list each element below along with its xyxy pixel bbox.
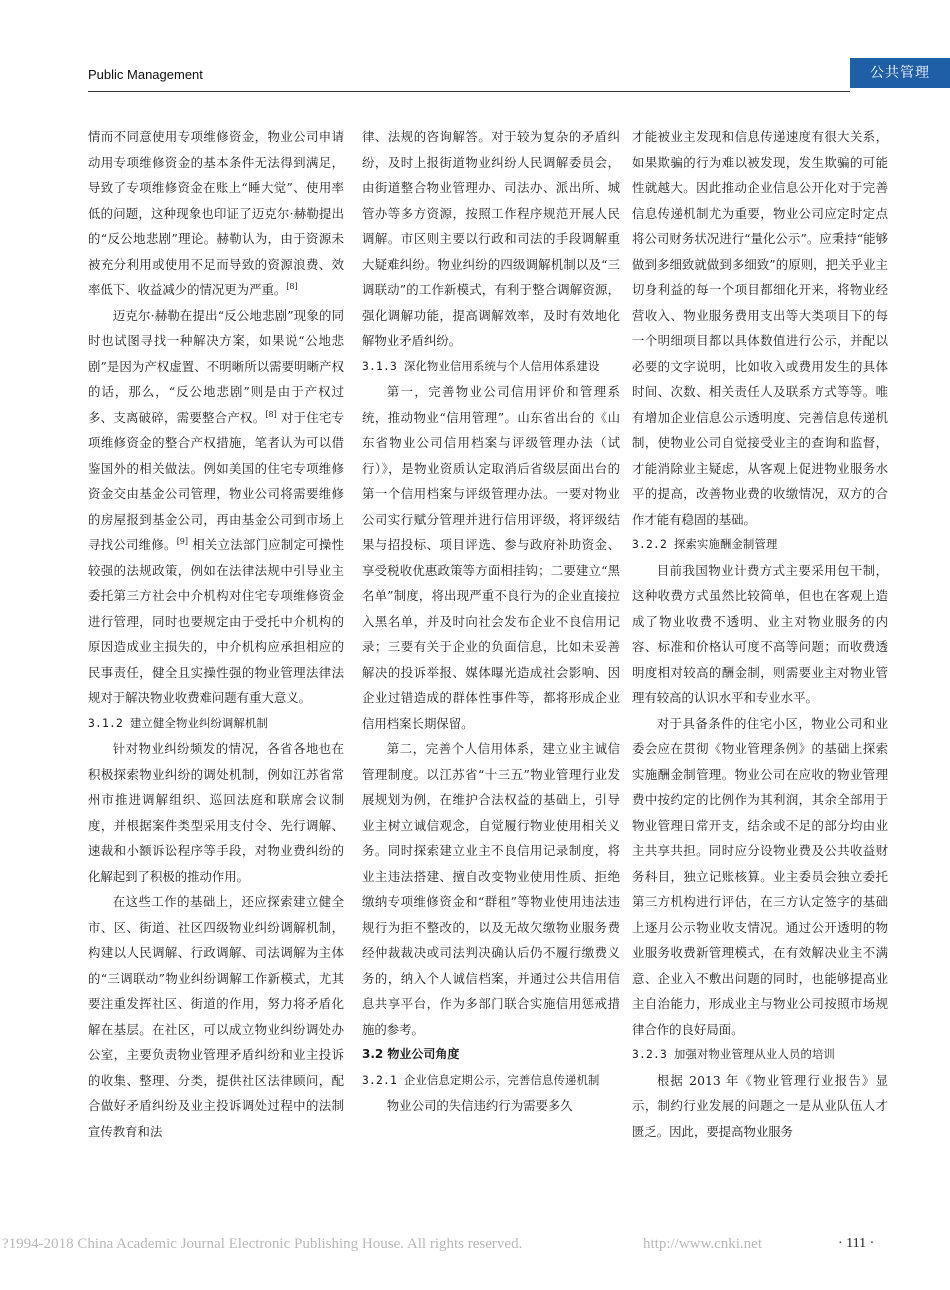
paragraph xyxy=(362,736,620,1042)
paragraph-text: 对于具备条件的住宅小区，物业公司和业委会应在贯彻《物业管理条例》的基础上探索实施酬金制管理。物业公司在应收的物业管理费中按约定的比例作为其利润，其余全部用于物业管理日常开支，结余或不足的部分均由业主共享共担。同时应分设物业费及公共收益财务科目，独立记账核算。业主委员会独立委托第三方机构进行评估，在三方认定签字的基础上逐月公示物业收支情况。通过公开透明的物业服务收费新管理模式，在有效解决业主不满意、企业入不敷出问题的同时，也能够提高业主自治能力，形成业主与物业公司按照市场规律合作的良好局面。 xyxy=(632,715,888,1037)
paragraph-text: 目前我国物业计费方式主要采用包干制，这种收费方式虽然比较简单，但也在客观上造成了物业收费不透明、业主对物业服务的内容、标准和价格认可度不高等问题；而收费透明度相对较高的酬金制，则需要业主对物业管理有较高的认识水平和专业水平。 xyxy=(632,562,888,705)
subsection-heading: 3.2.3 加强对物业管理从业人员的培训 xyxy=(632,1048,835,1061)
paragraph xyxy=(632,124,888,532)
paragraph-text: 相关立法部门应制定可操性较强的法规政策，例如在法律法规中引导业主委托第三方社会中介机构对住宅专项维修资金进行管理，同时也要规定由于受托中介机构的原因造成业主损失的，中介机构应承担相应的民事责任，健全且实操性强的物业管理法律法规对于解决物业收费难问题有重大意义。 xyxy=(88,537,344,705)
paragraph-text: 在这些工作的基础上，还应探索建立健全市、区、街道、社区四级物业纠纷调解机制，构建以人民调解、行政调解、司法调解为主体的“三调联动”物业纠纷调解工作新模式，尤其要注重发挥社区、街道的作用，努力将矛盾化解在基层。在社区，可以成立物业纠纷调处办公室，主要负责物业管理矛盾纠纷和业主投诉的收集、整理、分类，提供社区法律顾问，配合做好矛盾纠纷及业主投诉调处过程中的法制宣传教育和法 xyxy=(88,894,344,1139)
paragraph-text: 物业公司的失信违约行为需要多久 xyxy=(386,1098,573,1113)
paragraph xyxy=(632,711,888,1043)
running-header xyxy=(0,58,950,92)
page-number: · 111 · xyxy=(838,1236,875,1251)
paragraph-text: 根据 2013 年《物业管理行业报告》显示，制约行业发展的问题之一是从业队伍人才匮乏。因此，要提高物业服务 xyxy=(632,1072,888,1139)
subsection-heading: 3.1.3 深化物业信用系统与个人信用体系建设 xyxy=(362,359,600,373)
citation-ref: [8] xyxy=(286,281,298,291)
journal-name-en: Public Management xyxy=(88,67,203,82)
paragraph-text: 律、法规的咨询解答。对于较为复杂的矛盾纠纷，及时上报街道物业纠纷人民调解委员会，由街道整合物业管理办、司法办、派出所、城管办等多方资源，按照工作程序规范开展人民调解。市区则主要以行政和司法的手段调解重大疑难纠纷。物业纠纷的四级调解机制以及“三调联动”的工作新模式，有利于整合调解资源，强化调解功能，提高调解效率，及时有效地化解物业矛盾纠纷。 xyxy=(362,129,620,348)
paragraph-text: 第二，完善个人信用体系，建立业主诚信管理制度。以江苏省“十三五”物业管理行业发展规划为例，在维护合法权益的基础上，引导业主树立诚信观念，自觉履行物业使用相关义务。同时探索建立业主不良信用记录制度，将业主违法搭建、擅自改变物业使用性质、拒绝缴纳专项维修资金和“群租”等物业使用违法违规行为拒不整改的，以及无故欠缴物业服务费经仲裁裁决或司法判决确认后仍不履行缴费义务的，纳入个人诚信档案，并通过公共信用信息共享平台，作为多部门联合实施信用惩戒措施的参考。 xyxy=(362,741,620,1037)
paragraph-text: 才能被业主发现和信息传递速度有很大关系，如果欺骗的行为难以被发现，发生欺骗的可能性就越大。因此推动企业信息公开化对于完善信息传递机制尤为重要，物业公司应定时定点将公司财务状况进行“量化公示”。应秉持“能够做到多细致就做到多细致”的原则，把关乎业主切身利益的每一个项目都细化开来，将物业经营收入、物业服务费用支出等大类项目下的每一个明细项目都以具体数值进行公示，并配以必要的文字说明，比如收入或费用发生的具体时间、次数、相关责任人及联系方式等等。唯有增加企业信息公示透明度、完善信息传递机制，使物业公司自觉接受业主的查询和监督，才能消除业主疑虑，从客观上促进物业服务水平的提高，改善物业费的收缴情况，双方的合作才能有稳固的基础。 xyxy=(632,129,888,527)
footer xyxy=(0,1236,950,1266)
text-column-3 xyxy=(632,124,888,1144)
paragraph xyxy=(362,124,620,354)
subsection-heading: 3.2.1 企业信息定期公示，完善信息传递机制 xyxy=(362,1073,600,1087)
text-column-1 xyxy=(88,124,344,1144)
paragraph xyxy=(88,889,344,1144)
text-column-2 xyxy=(362,124,620,1119)
paragraph-text: 针对物业纠纷频发的情况，各省各地也在积极探索物业纠纷的调处机制，例如江苏省常州市推进调解组织、巡回法庭和联席会议制度，并根据案件类型采用支付令、先行调解、速裁和小额诉讼程序等手段，对物业费纠纷的化解起到了积极的推动作用。 xyxy=(88,741,344,884)
paragraph xyxy=(632,1068,888,1145)
citation-ref: [9] xyxy=(176,536,189,546)
subsection-heading: 3.1.2 建立健全物业纠纷调解机制 xyxy=(88,716,268,730)
citation-ref: [8] xyxy=(265,409,277,419)
paragraph-text: 对于住宅专项维修资金的整合产权措施，笔者认为可以借鉴国外的相关做法。例如美国的住宅专项维修资金交由基金公司管理，物业公司将需要维修的房屋报到基金公司，再由基金公司到市场上寻找公司维修。 xyxy=(88,409,345,552)
paragraph-text: 情而不同意使用专项维修资金，物业公司申请动用专项维修资金的基本条件无法得到满足，导致了专项维修资金在账上“睡大觉”、使用率低的问题，这种现象也印证了迈克尔·赫勒提出的“反公地悲剧”理论。赫勒认为，由于资源未被充分利用或使用不足而导致的资源浪费、效率低下、收益减少的情况更为严重。 xyxy=(88,129,344,297)
section-heading: 3.2 物业公司角度 xyxy=(362,1047,460,1061)
header-rule xyxy=(88,91,850,92)
paragraph xyxy=(632,558,888,711)
paragraph xyxy=(362,1093,620,1119)
paragraph xyxy=(362,379,620,736)
paragraph xyxy=(88,303,344,711)
paragraph xyxy=(88,736,344,889)
paragraph-text: 第一，完善物业公司信用评价和管理系统，推动物业“信用管理”。山东省出台的《山东省物业公司信用档案与评级管理办法（试行）》，是物业资质认定取消后省级层面出台的第一个信用档案与评级管理办法。一要对物业公司实行赋分管理并进行信用评级，将评级结果与招投标、项目评选、参与政府补助资金、享受税收优惠政策等方面相挂钩；二要建立“黑名单”制度，将出现严重不良行为的企业直接拉入黑名单，并及时向社会发布企业不良信用记录；三要有关于企业的负面信息，比如未妥善解决的投诉举报、媒体曝光造成社会影响、因企业过错造成的群体性事件等，都将形成企业信用档案长期保留。 xyxy=(362,384,620,731)
paragraph-text: 迈克尔·赫勒在提出“反公地悲剧”现象的同时也试图寻找一种解决方案，如果说“公地悲剧”是因为产权虚置、不明晰所以需要明晰产权的话，那么，“反公地悲剧”则是由于产权过多、支离破碎，需要整合产权。 xyxy=(88,307,344,425)
section-tag: 公共管理 xyxy=(850,58,950,88)
copyright-notice: ?1994-2018 China Academic Journal Electronic Publishing House. All rights reserved. xyxy=(2,1236,523,1252)
paragraph xyxy=(88,124,344,303)
subsection-heading: 3.2.2 探索实施酬金制管理 xyxy=(632,538,778,551)
cnki-url: http://www.cnki.net xyxy=(643,1236,763,1252)
